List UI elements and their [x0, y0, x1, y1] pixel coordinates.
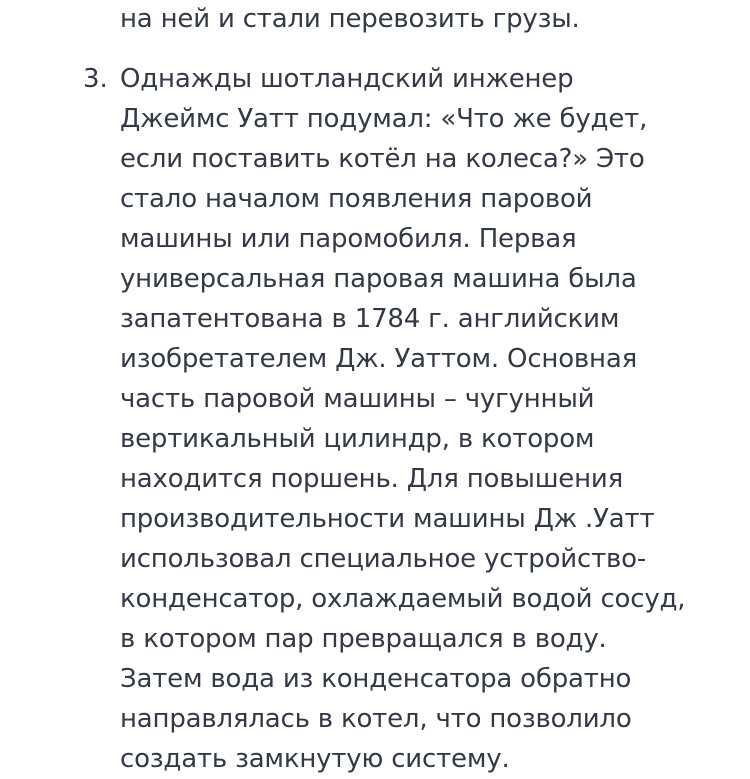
paragraph-line: создать замкнутую систему.	[120, 744, 510, 774]
paragraph-line: если поставить котёл на колеса?» Это	[120, 144, 645, 174]
paragraph-line: машины или паромобиля. Первая	[120, 224, 577, 254]
paragraph-line: Затем вода из конденсатора обратно	[120, 664, 632, 694]
paragraph-line: вертикальный цилиндр, в котором	[120, 424, 595, 454]
paragraph-line: изобретателем Дж. Уаттом. Основная	[120, 344, 638, 374]
paragraph-line: часть паровой машины – чугунный	[120, 384, 595, 414]
previous-item-tail-line: на ней и стали перевозить грузы.	[120, 4, 580, 34]
paragraph-line: универсальная паровая машина была	[120, 264, 637, 294]
paragraph-line: производительности машины Дж .Уатт	[120, 504, 655, 534]
paragraph-line: конденсатор, охлаждаемый водой сосуд,	[120, 584, 686, 614]
list-item-marker: 3.	[83, 64, 108, 94]
paragraph-line: использовал специальное устройство-	[120, 544, 647, 574]
paragraph-line: в котором пар превращался в воду.	[120, 624, 607, 654]
paragraph-line: стало началом появления паровой	[120, 184, 593, 214]
paragraph-line: запатентована в 1784 г. английским	[120, 304, 620, 334]
paragraph-line: направлялась в котел, что позволило	[120, 704, 632, 734]
paragraph-line: находится поршень. Для повышения	[120, 464, 624, 494]
paragraph-line: Джеймс Уатт подумал: «Что же будет,	[120, 104, 648, 134]
paragraph-line: Однажды шотландский инженер	[120, 64, 574, 94]
